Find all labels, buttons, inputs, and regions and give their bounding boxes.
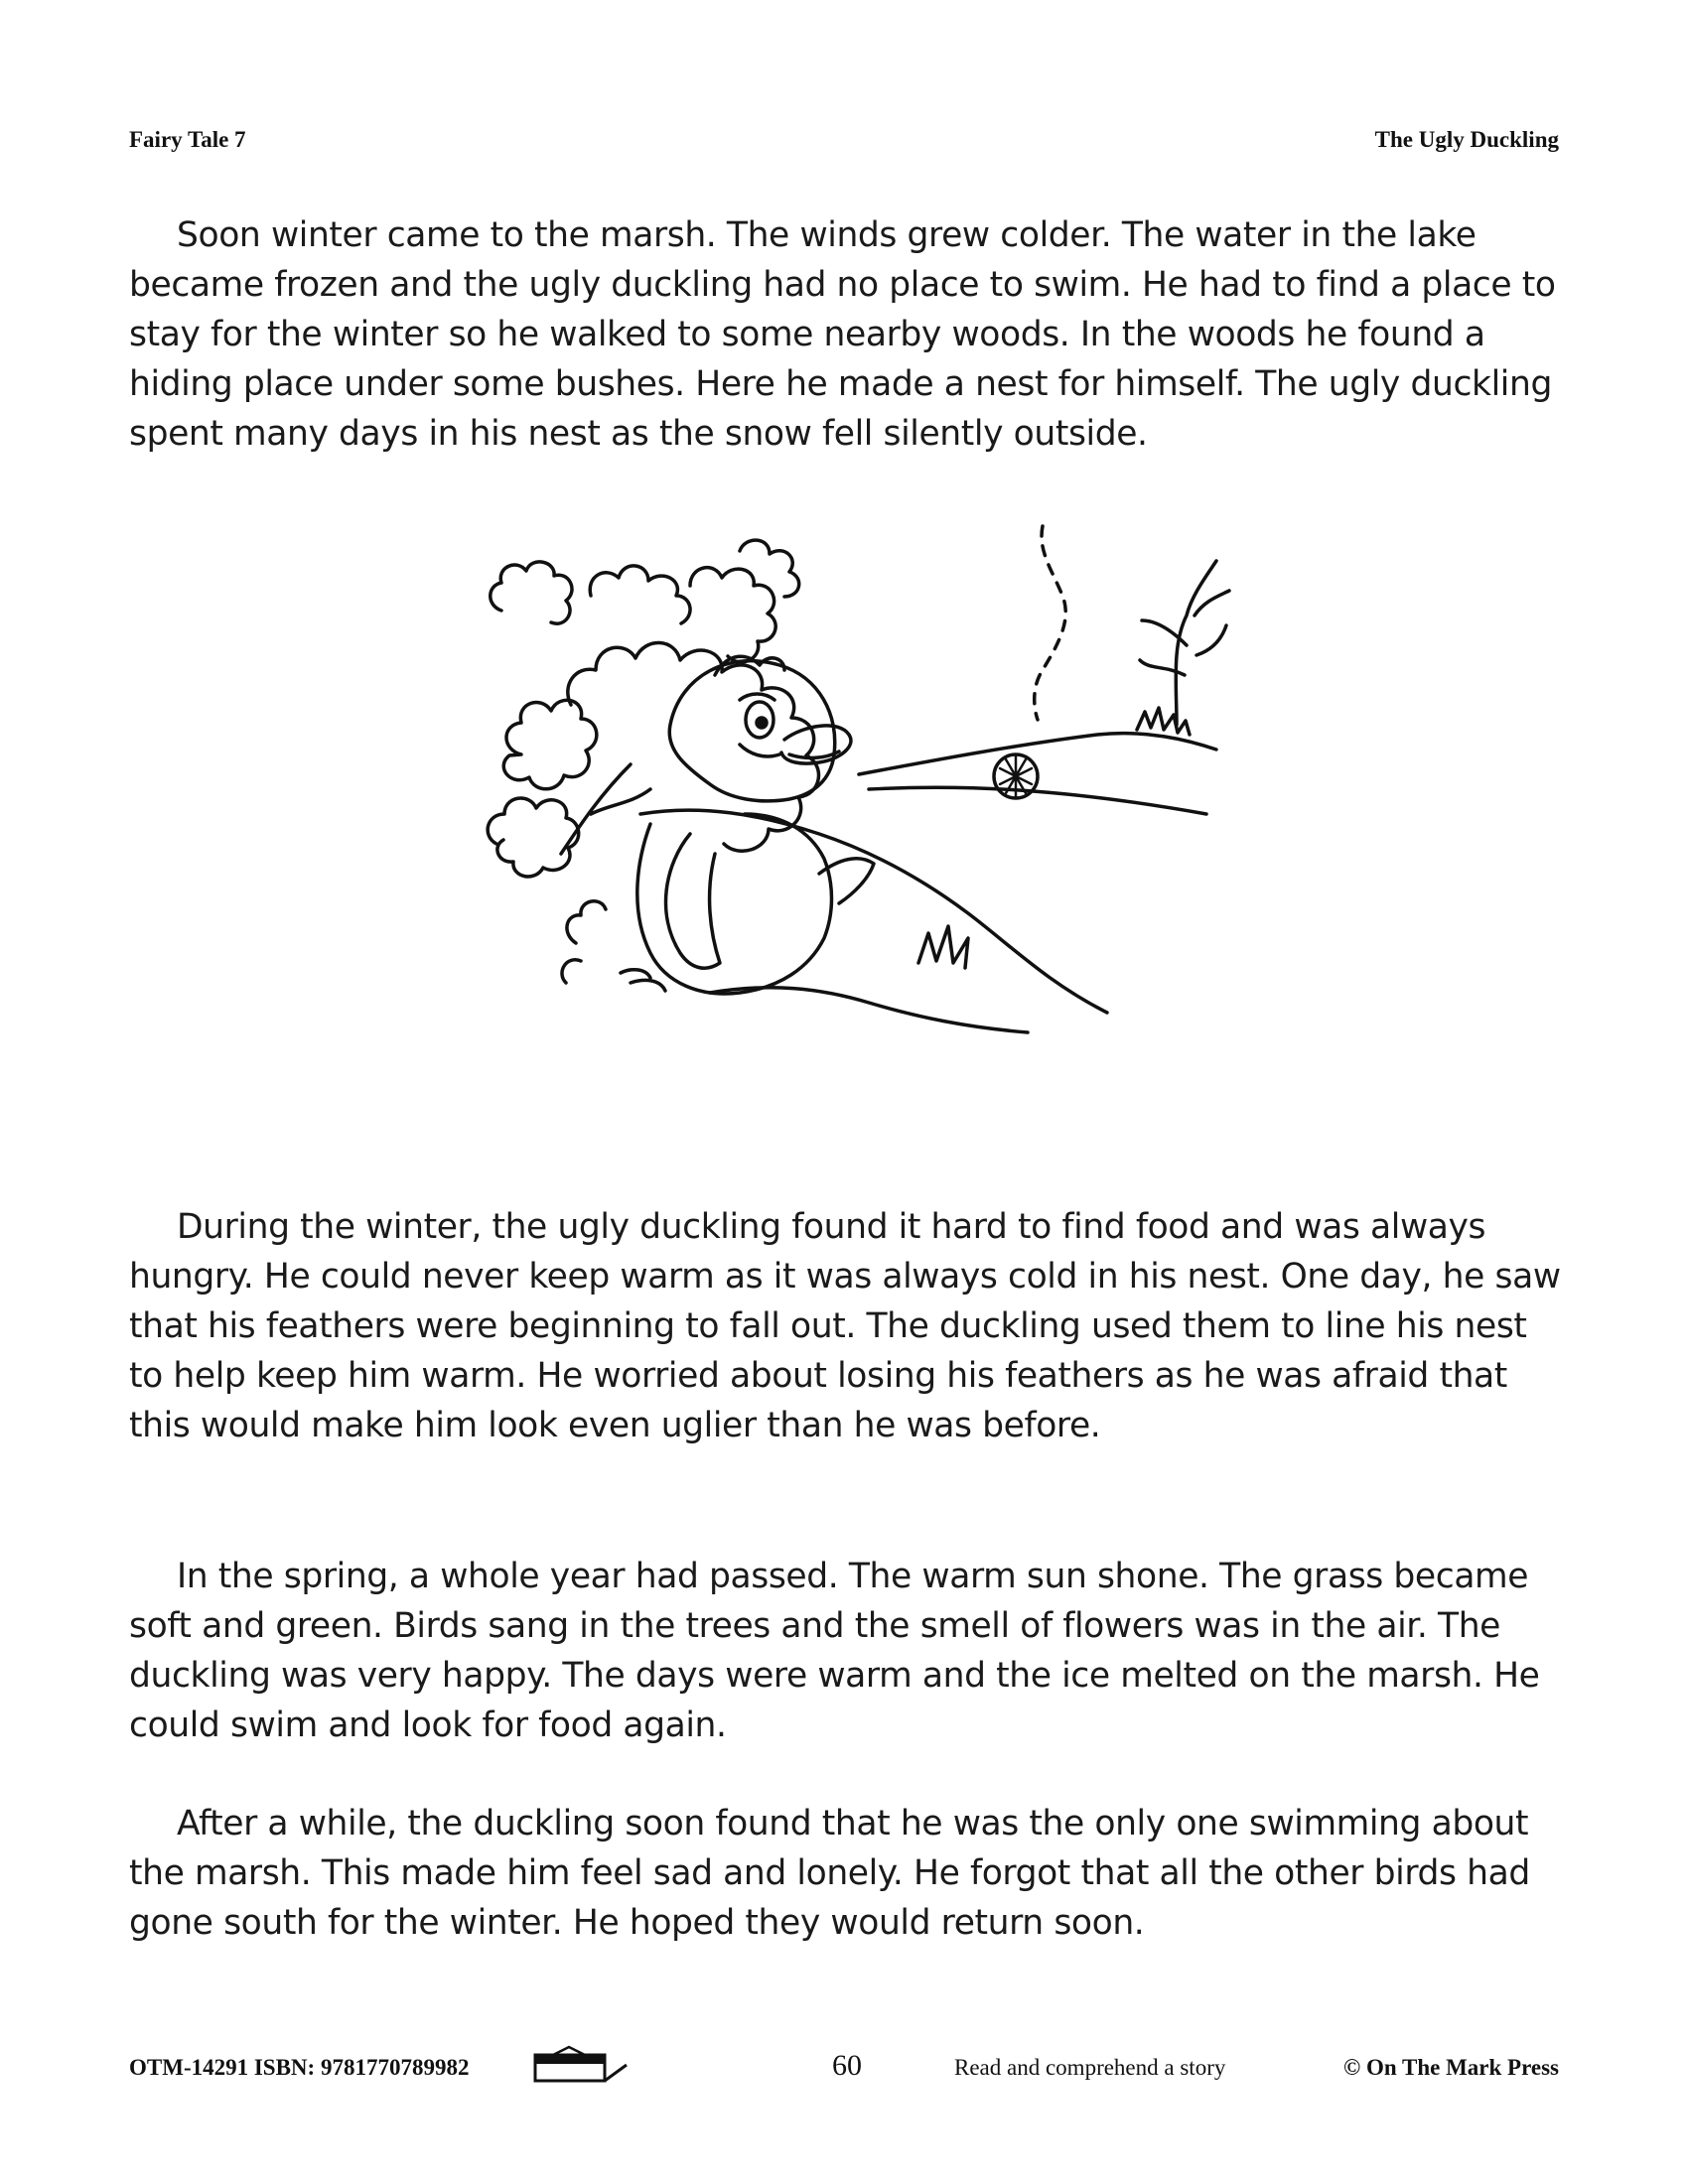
story-title: The Ugly Duckling (1374, 127, 1559, 152)
duckling-head (669, 661, 835, 801)
chalkboard-icon (531, 2043, 631, 2089)
page-number: 60 (832, 2049, 862, 2082)
bush-canopy-right (690, 568, 775, 662)
paragraph-text: During the winter, the ugly duckling found it hard to find food and was always hungry. He could never keep warm as it was always cold in his nest. One day, he saw that his feathers were beginning to fall out. The duckling used them to line his nest to help keep him warm. He worried about losing his feathers as he was afraid that this would make him look even uglier than he was before. (129, 1207, 1561, 1445)
duckling-cheek (740, 745, 779, 756)
ground-slope-lower (710, 988, 1028, 1032)
duckling-beak (781, 726, 851, 763)
tree-grass (1137, 708, 1190, 735)
left-bush (503, 700, 597, 788)
story-paragraph-3 (129, 1552, 1564, 1750)
paragraph-text: After a while, the duckling soon found that he was the only one swimming about the marsh. This made him feel sad and lonely. He forgot that all the other birds had gone south for the winter. He hoped they would return soon. (129, 1804, 1530, 1943)
snowflake-icon (994, 754, 1038, 798)
bush-canopy-mid (590, 566, 690, 623)
page-header (129, 127, 1559, 167)
grass-tuft (918, 926, 968, 968)
series-title: Fairy Tale 7 (129, 127, 246, 152)
leaf-pile (562, 901, 606, 983)
snowflake-trail (1035, 526, 1066, 720)
duckling-under-bushes-illustration (442, 516, 1256, 1171)
duckling-wing (666, 834, 720, 968)
bush-canopy-left (491, 562, 572, 623)
paragraph-text: In the spring, a whole year had passed. The warm sun shone. The grass became soft and green. Birds sang in the trees and the smell of flowers was in the air. The duckling was very happy. The days were warm and the ice melted on the marsh. He could swim and look for food again. (129, 1557, 1540, 1745)
story-paragraph-4 (129, 1799, 1564, 1948)
left-bush-lower (488, 798, 579, 877)
bare-tree (1140, 561, 1229, 725)
page-description: Read and comprehend a story (954, 2055, 1226, 2080)
story-paragraph-2 (129, 1202, 1564, 1450)
duckling-eyebrow (740, 694, 774, 700)
story-paragraph-1 (129, 210, 1564, 459)
product-isbn: OTM-14291 ISBN: 9781770789982 (129, 2055, 470, 2080)
paragraph-text: Soon winter came to the marsh. The winds grew colder. The water in the lake became frozen and the ugly duckling had no place to swim. He had to find a place to stay for the winter so he walked to some nearby woods. In the woods he found a hiding place under some bushes. Here he made a nest for himself. The ugly duckling spent many days in his nest as the snow fell silently outside. (129, 215, 1556, 454)
distant-hill-lower (869, 787, 1206, 814)
duckling-feet (621, 970, 665, 991)
copyright: © On The Mark Press (1343, 2055, 1559, 2080)
page-footer (129, 2051, 1559, 2091)
